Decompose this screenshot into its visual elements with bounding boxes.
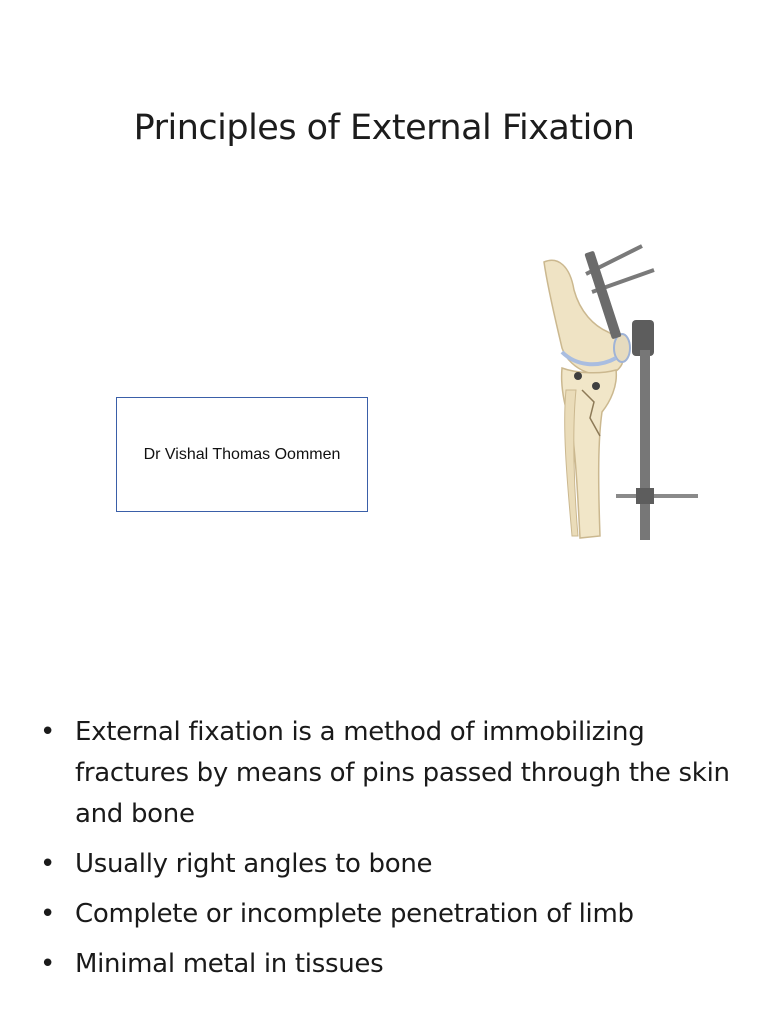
bullet-item [40, 944, 740, 985]
fixator-lower-clamp [636, 488, 654, 504]
bullet-text: Minimal metal in tissues [75, 949, 384, 979]
external-fixator-illustration [536, 240, 706, 545]
slide-title: Principles of External Fixation [133, 108, 635, 148]
fixator-vertical-rod [640, 350, 650, 540]
bullet-text: External fixation is a method of immobilizing fractures by means of pins passed through the skin and bone [75, 717, 730, 829]
pin-site-2 [592, 382, 600, 390]
author-text-box [116, 397, 368, 512]
author-name: Dr Vishal Thomas Oommen [143, 445, 341, 463]
bullet-dot: • [40, 849, 56, 879]
patella-bone [614, 334, 630, 362]
bullet-item [40, 844, 740, 885]
bullet-text: Usually right angles to bone [75, 849, 433, 879]
bullet-item [40, 712, 740, 835]
bullet-text: Complete or incomplete penetration of limb [75, 899, 634, 929]
bullet-dot: • [40, 949, 56, 979]
bullet-list [40, 712, 740, 994]
bullet-dot: • [40, 717, 56, 747]
bullet-dot: • [40, 899, 56, 929]
bullet-item [40, 894, 740, 935]
pin-site-1 [574, 372, 582, 380]
